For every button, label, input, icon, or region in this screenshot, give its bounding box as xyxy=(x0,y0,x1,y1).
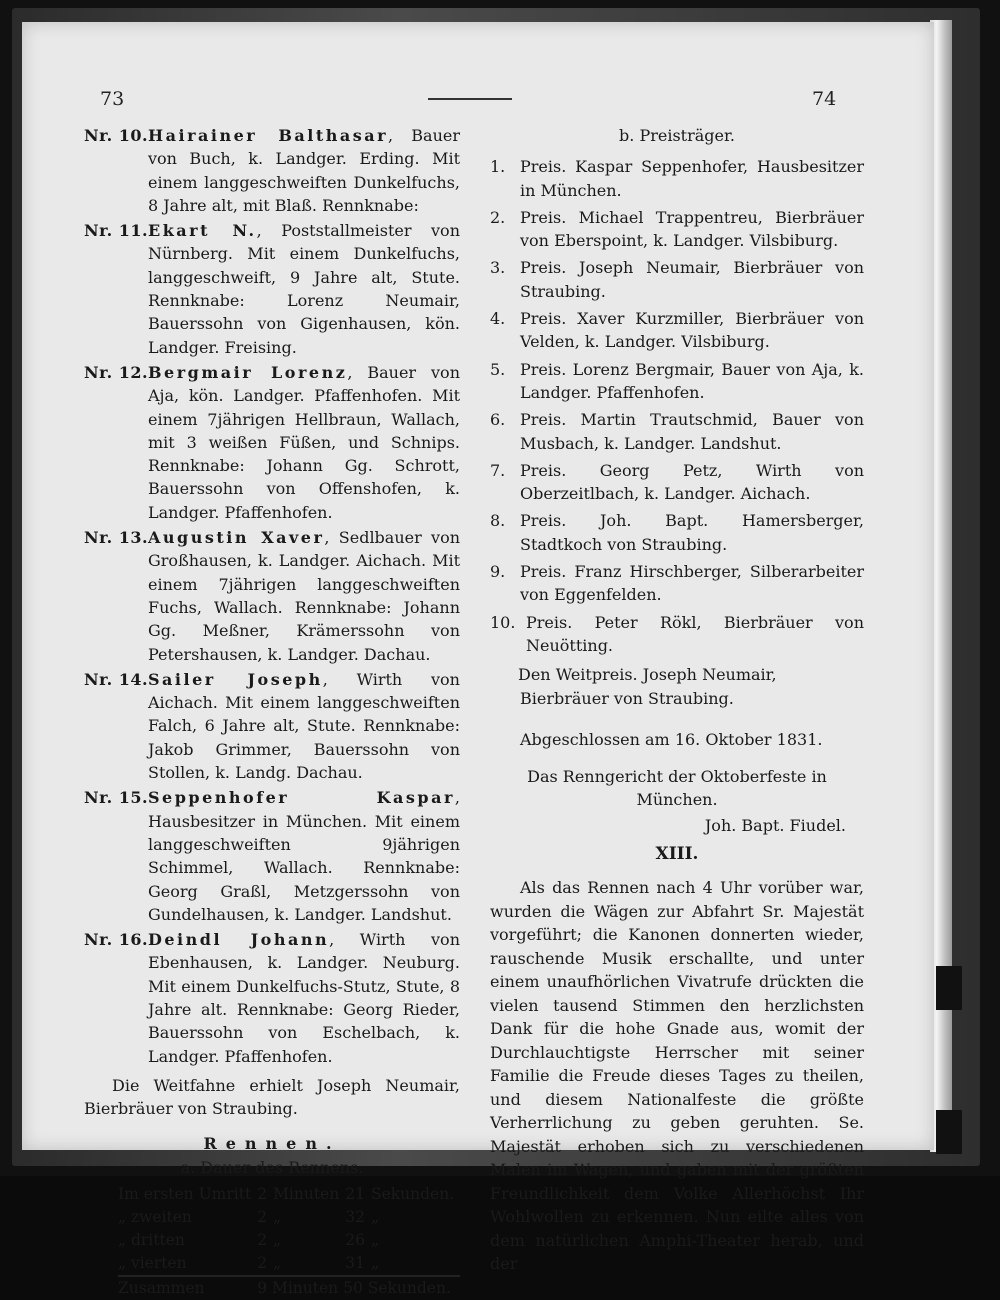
body-paragraph: Als das Rennen nach 4 Uhr vorüber war, wurden die Wägen zur Abfahrt Sr. Majestät vorgeführt; die Kanonen donnerten wieder, rauschende Musik erschallte, und unter einem unaufhörlichen Vivatrufe drückten die vielen tausend Stimmen den herzlichsten Dank für die hohe Gnade aus, womit der Durchlauchtigste Herrscher mit seiner Familie die Freude dieses Tages zu theilen, und diesem Nationalfeste die größte Verherrlichung zu geben geruhten. Se. Majestät erhoben sich zu verschiedenen Malen im Wagen, und gaben mit der größten Freundlichkeit dem Volke Allerhöchst Ihr Wohlwollen zu erkennen. Nun eilte alles von dem natürlichen Amphi-Theater herab, und der xyxy=(490,878,864,1274)
weitpreis-note: Den Weitpreis. Joseph Neumair, Bierbräuer von Straubing. xyxy=(518,665,777,708)
prize-number: 6. xyxy=(490,410,506,430)
total-value: 9 Minuten 50 Sekunden. xyxy=(257,1276,460,1300)
entry-text xyxy=(148,219,460,359)
entry-description: , Bauer von Buch, k. Landger. Erding. Mit einem langgeschweiften Dunkelfuchs, 8 Jahre alt, mit Blaß. Rennknabe: xyxy=(148,126,460,215)
entry-item xyxy=(84,361,460,524)
left-column xyxy=(84,124,460,1300)
total-row xyxy=(118,1276,460,1300)
signature: Joh. Bapt. Fiudel. xyxy=(704,815,846,835)
prize-item xyxy=(490,155,864,202)
right-column xyxy=(490,124,864,1276)
court-name: Das Renngericht der Oktoberfeste in München. xyxy=(527,767,827,810)
prize-text: Preis. Franz Hirschberger, Silberarbeiter von Eggenfelden. xyxy=(520,562,864,605)
prize-heading: b. Preisträger. xyxy=(619,126,735,145)
entry-item xyxy=(84,928,460,1068)
entry-description: , Wirth von Aichach. Mit einem langgeschweiften Falch, 6 Jahre alt, Stute. Rennknabe: Jakob Grimmer, Bauerssohn von Stollen, k. Landg. Dachau. xyxy=(148,669,460,783)
duration-row xyxy=(118,1229,460,1252)
prize-text: Preis. Peter Rökl, Bierbräuer von Neuötting. xyxy=(526,612,864,655)
duration-cell-label: „ vierten xyxy=(118,1254,187,1273)
rennen-heading: Rennen. xyxy=(203,1134,341,1154)
entry-item xyxy=(84,786,460,926)
prize-item xyxy=(490,206,864,253)
entry-description: , Poststallmeister von Nürnberg. Mit einem Dunkelfuchs, langgeschweift, 9 Jahre alt, Stute. Rennknabe: Lorenz Neumair, Bauerssohn von Gigenhausen, kön. Landger. Freising. xyxy=(148,221,460,357)
prize-item xyxy=(490,509,864,556)
entry-description: , Wirth von Ebenhausen, k. Landger. Neuburg. Mit einem Dunkelfuchs-Stutz, Stute, 8 Jahre alt. Rennknabe: Georg Rieder, Bauerssohn von Eschelbach, k. Landger. Pfaffenhofen. xyxy=(148,930,460,1066)
entry-name: Seppenhofer Kaspar xyxy=(148,788,455,808)
duration-cell-min-unit: „ xyxy=(273,1254,282,1273)
prize-number: 8. xyxy=(490,511,506,531)
entry-name: Ekart N. xyxy=(148,221,257,241)
prize-item xyxy=(490,307,864,354)
prize-number: 5. xyxy=(490,359,506,379)
duration-cell-label: Im ersten Umritt xyxy=(118,1185,252,1204)
prize-number: 4. xyxy=(490,309,506,329)
entry-number: Nr. 15. xyxy=(84,788,149,808)
prize-text: Preis. Michael Trappentreu, Bierbräuer von Eberspoint, k. Landger. Vilsbiburg. xyxy=(520,207,864,251)
page-number-left: 73 xyxy=(100,88,125,110)
prize-text: Preis. Kaspar Seppenhofer, Hausbesitzer in München. xyxy=(520,157,864,200)
entry-item xyxy=(84,219,460,359)
entry-number: Nr. 10. xyxy=(84,126,149,145)
duration-cell-min: 2 xyxy=(257,1208,268,1227)
prize-item xyxy=(490,256,864,303)
prize-number: 3. xyxy=(490,258,506,278)
prize-list xyxy=(490,155,864,657)
duration-cell-sec: 26 xyxy=(345,1231,365,1250)
prize-text: Preis. Joh. Bapt. Hamersberger, Stadtkoch von Straubing. xyxy=(520,511,864,554)
entry-description: , Hausbesitzer in München. Mit einem langgeschweiften 9jährigen Schimmel, Wallach. Rennknabe: Georg Graßl, Metzgerssohn von Gundelhausen, k. Landger. Landshut. xyxy=(148,788,460,924)
header-rule xyxy=(428,98,512,100)
prize-text: Preis. Xaver Kurzmiller, Bierbräuer von Velden, k. Landger. Vilsbiburg. xyxy=(520,309,864,352)
total-label: Zusammen xyxy=(118,1276,257,1300)
duration-cell-sec: 31 xyxy=(345,1254,365,1273)
closing-date: Abgeschlossen am 16. Oktober 1831. xyxy=(520,729,823,749)
duration-cell-min-unit: „ xyxy=(273,1231,282,1250)
prize-number: 10. xyxy=(490,612,516,632)
prize-item xyxy=(490,408,864,455)
index-tab xyxy=(936,1110,962,1154)
prize-text: Preis. Georg Petz, Wirth von Oberzeitlbach, k. Landger. Aichach. xyxy=(520,460,864,504)
duration-cell-min: 2 xyxy=(257,1185,268,1204)
entry-item xyxy=(84,124,460,217)
duration-cell-sec: 32 xyxy=(345,1208,365,1227)
duration-cell-sec-unit: „ xyxy=(370,1208,380,1227)
duration-cell-sec-unit: „ xyxy=(370,1231,380,1250)
duration-row xyxy=(118,1252,460,1276)
duration-cell-label: „ dritten xyxy=(118,1231,185,1250)
prize-item xyxy=(490,358,864,405)
entry-list xyxy=(84,124,460,1068)
duration-cell-sec-unit: Sekunden. xyxy=(370,1185,455,1204)
duration-table xyxy=(118,1183,460,1300)
entry-number: Nr. 16. xyxy=(84,930,149,950)
prize-text: Preis. Martin Trautschmid, Bauer von Musbach, k. Landger. Landshut. xyxy=(520,410,864,453)
prize-number: 1. xyxy=(490,157,506,177)
entry-number: Nr. 13. xyxy=(84,528,149,548)
duration-heading: a. Dauer des Rennens. xyxy=(180,1157,364,1177)
entry-name: Deindl Johann xyxy=(148,930,330,950)
page-number-right: 74 xyxy=(812,88,837,110)
duration-cell-sec: 21 xyxy=(345,1185,365,1204)
entry-name: Sailer Joseph xyxy=(148,669,323,689)
duration-cell-label: „ zweiten xyxy=(118,1208,192,1227)
entry-text xyxy=(148,124,460,217)
entry-item xyxy=(84,668,460,784)
duration-cell-min: 2 xyxy=(257,1254,268,1273)
entry-description: , Sedlbauer von Großhausen, k. Landger. Aichach. Mit einem 7jährigen langgeschweiften Fuchs, Wallach. Rennknabe: Johann Gg. Meßner, Krämerssohn von Petershausen, k. Landger. Dachau. xyxy=(148,528,461,664)
entry-text xyxy=(148,668,460,784)
entry-number: Nr. 12. xyxy=(84,362,149,382)
weitfahne-note: Die Weitfahne erhielt Joseph Neumair, Bierbräuer von Straubing. xyxy=(84,1075,460,1119)
index-tab xyxy=(936,966,962,1010)
entry-name: Hairainer Balthasar xyxy=(148,126,389,145)
duration-cell-sec-unit: „ xyxy=(370,1254,380,1273)
prize-item xyxy=(490,459,864,506)
duration-cell-min: 2 xyxy=(257,1231,268,1250)
prize-number: 2. xyxy=(490,207,506,227)
prize-text: Preis. Lorenz Bergmair, Bauer von Aja, k. Landger. Pfaffenhofen. xyxy=(520,359,864,402)
entry-name: Augustin Xaver xyxy=(148,528,325,548)
duration-row xyxy=(118,1183,460,1206)
entry-number: Nr. 14. xyxy=(84,669,149,689)
entry-text xyxy=(148,526,460,666)
duration-cell-min-unit: „ xyxy=(273,1208,282,1227)
entry-description: , Bauer von Aja, kön. Landger. Pfaffenhofen. Mit einem 7jährigen Hellbraun, Wallach, mit 3 weißen Füßen, und Schnips. Rennknabe: Johann Gg. Schrott, Bauerssohn von Offenshofen, k. Landger. Pfaffenhofen. xyxy=(148,362,460,522)
entry-number: Nr. 11. xyxy=(84,221,149,241)
prize-number: 9. xyxy=(490,562,506,582)
prize-text: Preis. Joseph Neumair, Bierbräuer von Straubing. xyxy=(520,258,864,301)
duration-cell-min-unit: Minuten xyxy=(273,1185,340,1204)
entry-text xyxy=(148,361,460,524)
prize-item xyxy=(490,560,864,607)
section-heading: XIII. xyxy=(655,844,699,865)
duration-row xyxy=(118,1206,460,1229)
entry-item xyxy=(84,526,460,666)
prize-item xyxy=(490,611,864,658)
entry-text xyxy=(148,786,460,926)
entry-name: Bergmair Lorenz xyxy=(148,362,348,382)
entry-text xyxy=(148,928,460,1068)
prize-number: 7. xyxy=(490,460,506,480)
